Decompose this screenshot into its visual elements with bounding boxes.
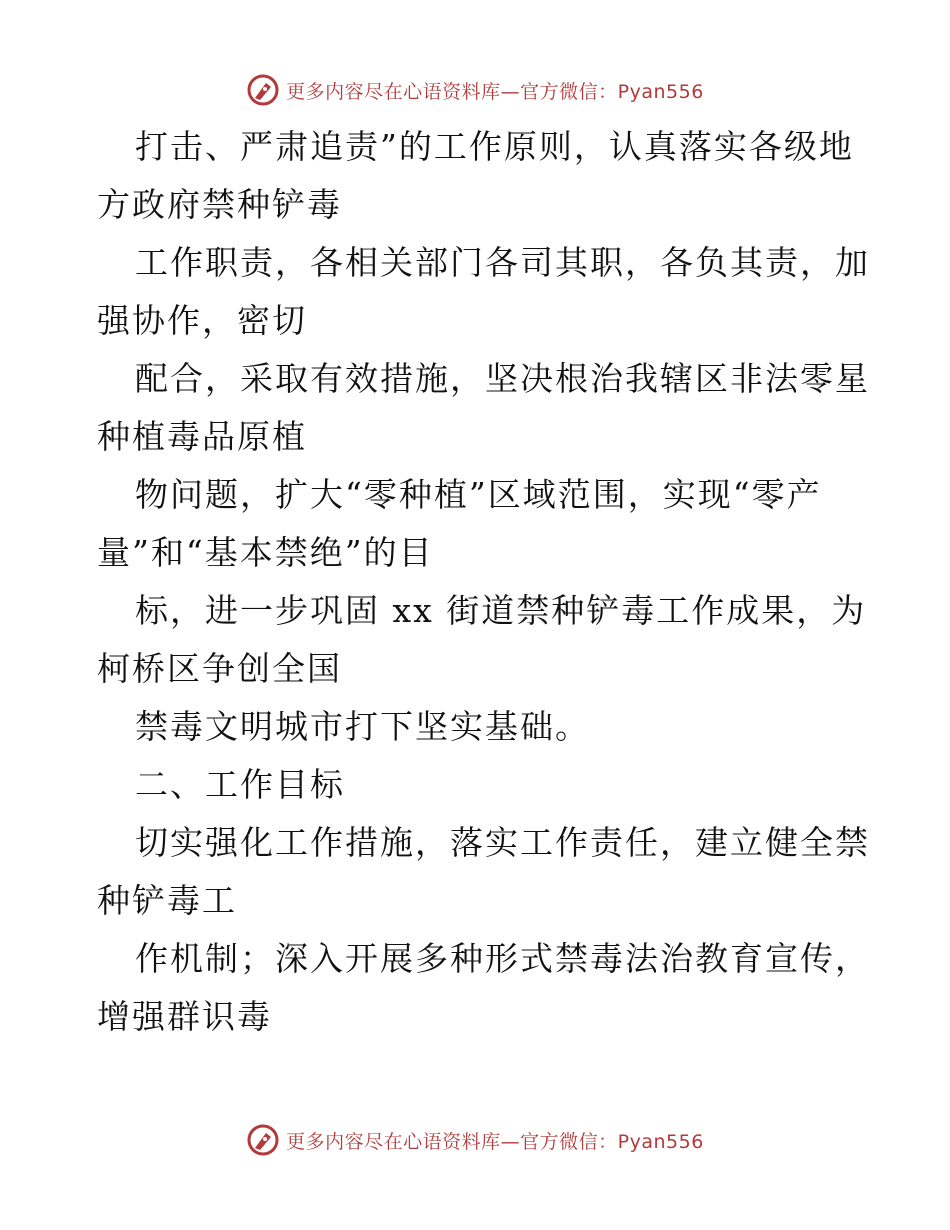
footer-banner-text: 更多内容尽在心语资料库—官方微信：Pyan556 — [286, 1130, 704, 1153]
header-banner — [0, 70, 950, 110]
paragraph-line: 工作职责，各相关部门各司其职，各负其责，加 — [135, 243, 870, 282]
paragraph-line: 作机制；深入开展多种形式禁毒法治教育宣传， — [135, 939, 870, 978]
pen-nib-logo-icon — [246, 73, 280, 107]
paragraph-line: 配合，采取有效措施，坚决根治我辖区非法零星 — [135, 359, 870, 398]
footer-banner — [0, 1120, 950, 1160]
paragraph-line: 标，进一步巩固 xx 街道禁种铲毒工作成果，为 — [135, 591, 867, 630]
pen-nib-logo-icon — [246, 1123, 280, 1157]
section-heading: 二、工作目标 — [135, 765, 345, 804]
paragraph-line: 打击、严肃追责”的工作原则，认真落实各级地 — [135, 127, 854, 166]
paragraph-line: 强协作，密切 — [97, 301, 307, 340]
paragraph-line: 柯桥区争创全国 — [97, 649, 342, 688]
paragraph-line: 切实强化工作措施，落实工作责任，建立健全禁 — [135, 823, 870, 862]
paragraph-line: 增强群识毒 — [97, 997, 272, 1036]
paragraph-line: 方政府禁种铲毒 — [97, 185, 342, 224]
paragraph-line: 种铲毒工 — [97, 881, 237, 920]
paragraph-line: 种植毒品原植 — [97, 417, 307, 456]
paragraph-line: 物问题，扩大“零种植”区域范围，实现“零产 — [135, 475, 822, 514]
paragraph-line: 禁毒文明城市打下坚实基础。 — [135, 707, 590, 746]
header-banner-text: 更多内容尽在心语资料库—官方微信：Pyan556 — [286, 80, 704, 103]
document-body — [97, 118, 870, 1046]
paragraph-line: 量”和“基本禁绝”的目 — [97, 533, 434, 572]
